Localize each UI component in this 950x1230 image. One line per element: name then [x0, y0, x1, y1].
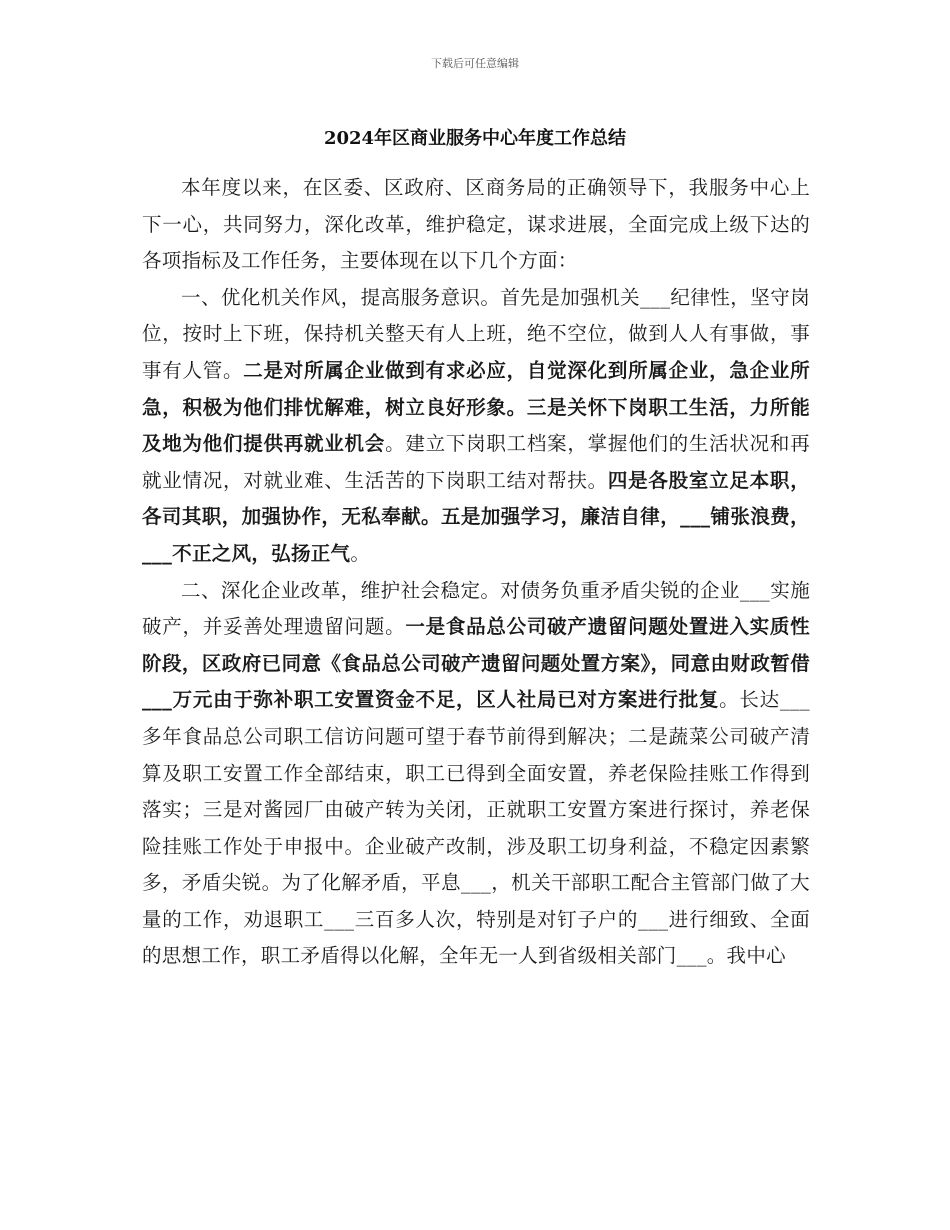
paragraph-run: 。长达___多年食品总公司职工信访问题可望于春节前得到解决；二是蔬菜公司破产清算及职工安置工作全部结束，职工已得到全面安置，养老保险挂账工作得到落实；三是对酱园厂由破产转为关闭，正就职工安置方案进行探讨，养老保险挂账工作处于申报中。企业破产改制，涉及职工切身利益，不稳定因素繁多，矛盾尖锐。为了化解矛盾，平息___，机关干部职工配合主管部门做了大量的工作，劝退职工___三百多人次，特别是对钉子户的___进行细致、全面的思想工作，职工矛盾得以化解，全年无一人到省级相关部门___。我中心	[142, 688, 810, 968]
paragraph-run: 。建立下岗职工档案，掌握他们的生活状况和再就业情况，对就业难、生活苦的下岗职工结对帮扶。	[142, 432, 810, 492]
document-body	[142, 170, 810, 975]
paragraph-section-1	[142, 280, 810, 573]
page-header: 下载后可任意编辑	[431, 57, 519, 70]
paragraph-run-bold: 二是对所属企业做到有求必应，自觉深化到所属企业，急企业所急，积极为他们排忧解难，树立良好形象。三是关怀下岗职工生活，力所能及地为他们提供再就业机会	[142, 358, 810, 456]
paragraph-intro	[142, 170, 810, 280]
paragraph-run: 。	[350, 541, 371, 565]
paragraph-run-bold: 一是食品总公司破产遗留问题处置进入实质性阶段，区政府已同意《食品总公司破产遗留问题处置方案》，同意由财政暂借___万元由于弥补职工安置资金不足，区人社局已对方案进行批复	[142, 615, 810, 712]
paragraph-run: 一、优化机关作风，提高服务意识。首先是加强机关___纪律性，坚守岗位，按时上下班，保持机关整天有人上班，绝不空位，做到人人有事做，事事有人管。	[142, 285, 810, 382]
document-title: 2024年区商业服务中心年度工作总结	[323, 128, 627, 149]
paragraph-run: 本年度以来，在区委、区政府、区商务局的正确领导下，我服务中心上下一心，共同努力，深化改革，维护稳定，谋求进展，全面完成上级下达的各项指标及工作任务，主要体现在以下几个方面：	[142, 176, 810, 273]
paragraph-run: 二、深化企业改革，维护社会稳定。对债务负重矛盾尖锐的企业___实施破产，并妥善处理遗留问题。	[142, 578, 810, 639]
paragraph-run-bold: 四是各股室立足本职，各司其职，加强协作，无私奉献。五是加强学习，廉洁自律，___铺张浪费，___不正之风，弘扬正气	[142, 468, 810, 565]
paragraph-section-2	[142, 573, 810, 976]
